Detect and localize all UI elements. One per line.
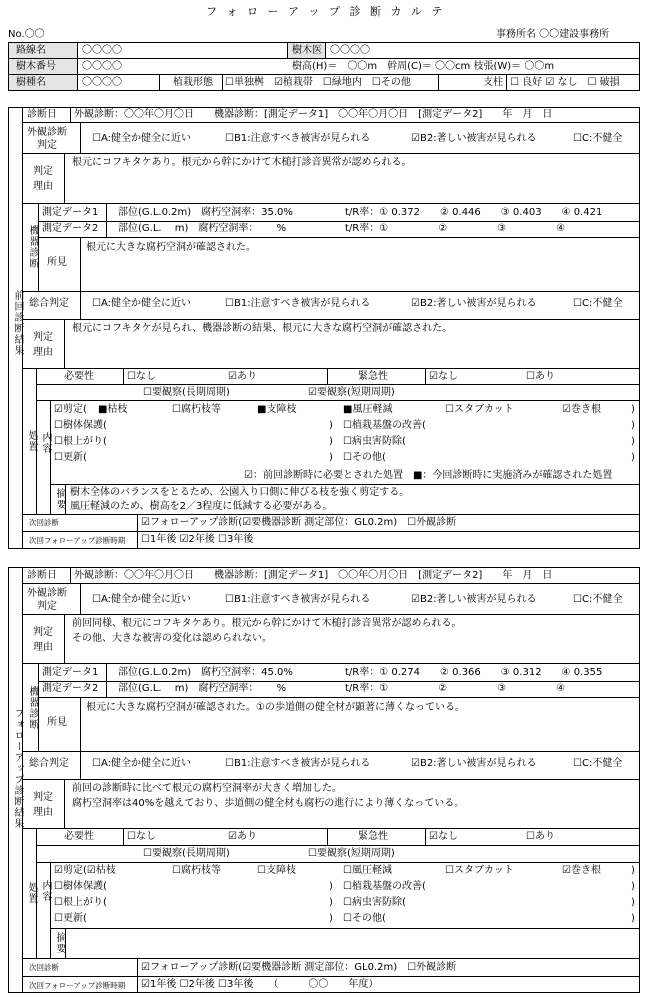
- fu-necessity-yes[interactable]: ☑あり: [228, 831, 257, 842]
- fu-t-renew[interactable]: ☐更新(: [54, 913, 87, 924]
- paren-close: ): [631, 436, 635, 447]
- followup-dates: 外観診断：〇〇年〇月〇日 機器診断：[測定データ1] 〇〇年〇月〇日 [測定データ2] 年 月 日: [74, 570, 553, 581]
- prev-t-pest[interactable]: ☐病虫害防除(: [343, 436, 406, 447]
- overall-reason-label-2: 理由: [33, 347, 53, 358]
- treatment-legend: ☑：前回診断時に必要とされた処置 ■：今回診断時に実施済みが確認された処置: [244, 470, 613, 481]
- planting-options[interactable]: ☐単独桝 ☑植栽帯 ☐緑地内 ☐その他: [225, 77, 411, 88]
- prev-visual-reason: 根元にコフキタケあり。根元から幹にかけて木槌打診音異常が認められる。: [72, 157, 412, 168]
- next-time-label: 次回フォローアップ診断時期: [29, 536, 126, 545]
- summary-label: 摘要: [54, 488, 65, 510]
- prev-necessity-yes[interactable]: ☑あり: [228, 371, 257, 382]
- fu-necessity-none[interactable]: ☐なし: [127, 831, 156, 842]
- findings-label: 所見: [47, 257, 67, 268]
- page-title: フ ォ ロ ー ア ッ プ 診 断 カ ル テ: [206, 5, 446, 18]
- prev-observe-long[interactable]: ☐要観察(長期周期): [143, 387, 230, 398]
- fu-t-protect[interactable]: ☐樹体保護(: [54, 881, 107, 892]
- fu-overall-grade-a[interactable]: ☐A:健全か健全に近い: [92, 758, 191, 769]
- fu-m1-tr: t/R率：① 0.274 ② 0.366 ③ 0.312 ④ 0.355: [345, 667, 603, 678]
- fu-t-other[interactable]: ☐その他(: [343, 913, 386, 924]
- fu-m2-tr: t/R率：① ② ③ ④: [345, 683, 566, 694]
- next-time-label-2: 次回フォローアップ診断時期: [29, 981, 126, 990]
- treatment-label-2: 処置: [26, 882, 37, 904]
- prev-t-hazard[interactable]: ☐腐朽枝等: [172, 404, 221, 415]
- paren-close: ): [329, 420, 333, 431]
- m2-label: 測定データ2: [42, 223, 99, 234]
- visual-judgement-label: 判定: [37, 140, 57, 151]
- urgency-label: 緊急性: [358, 371, 388, 382]
- m1-label-2: 測定データ1: [42, 667, 99, 678]
- treatment-label: 処置: [26, 430, 37, 452]
- prev-necessity-none[interactable]: ☐なし: [127, 371, 156, 382]
- fu-overall-reason-1: 前回の診断時に比べて根元の腐朽空洞率が大きく増加した。: [72, 783, 342, 794]
- overall-reason-label-1: 判定: [33, 332, 53, 343]
- prev-m1-tr: t/R率：① 0.372 ② 0.446 ③ 0.403 ④ 0.421: [345, 207, 603, 218]
- fu-next-time[interactable]: ☑1年後 ☐2年後 ☐3年後 （ 〇〇 年度）: [141, 979, 379, 990]
- paren-close: ): [631, 865, 635, 876]
- necessity-label: 必要性: [64, 371, 94, 382]
- summary-label-2: 摘要: [54, 932, 65, 954]
- paren-close: ): [631, 913, 635, 924]
- prev-overall-grade-c[interactable]: ☐C:不健全: [573, 298, 623, 309]
- fu-t-girdling[interactable]: ☑巻き根: [562, 865, 601, 876]
- support-options[interactable]: ☐ 良好 ☑ なし ☐ 破損: [510, 77, 620, 88]
- fu-observe-short[interactable]: ☐要観察(短期周期): [308, 848, 395, 859]
- paren-close: ): [329, 913, 333, 924]
- prev-next-diagnosis[interactable]: ☑フォローアップ診断(☑要機器診断 測定部位：GL0.2m) ☐外観診断: [141, 517, 457, 528]
- overall-label: 総合判定: [29, 298, 69, 309]
- prev-summary-2: 風圧軽減のため、樹高を2／3程度に低減する必要がある。: [70, 501, 333, 512]
- fu-t-pest[interactable]: ☐病虫害防除(: [343, 897, 406, 908]
- prev-t-rootrise[interactable]: ☐根上がり(: [54, 436, 107, 447]
- fu-urgency-yes[interactable]: ☐あり: [526, 831, 555, 842]
- fu-visual-reason-1: 前回同様、根元にコフキタケあり。根元から幹にかけて木槌打診音異常が認められる。: [72, 618, 462, 629]
- fu-t-soil[interactable]: ☐植栽基盤の改善(: [343, 881, 426, 892]
- prev-t-stub[interactable]: ☐スタブカット: [445, 404, 514, 415]
- prev-overall-grade-a[interactable]: ☐A:健全か健全に近い: [92, 298, 191, 309]
- route-value: 〇〇〇〇: [82, 45, 122, 56]
- m1-label: 測定データ1: [42, 207, 99, 218]
- fu-next-diagnosis[interactable]: ☑フォローアップ診断(☑要機器診断 測定部位：GL0.2m) ☐外観診断: [141, 962, 457, 973]
- prev-visual-grade-b1[interactable]: ☐B1:注意すべき被害が見られる: [225, 133, 371, 144]
- overall-reason-label-3: 判定: [33, 792, 53, 803]
- next-diagnosis-label-2: 次回診断: [29, 963, 59, 972]
- fu-visual-grade-c[interactable]: ☐C:不健全: [573, 594, 623, 605]
- visual-label-2: 外観診断: [27, 588, 67, 599]
- overall-reason-label-4: 理由: [33, 807, 53, 818]
- next-diagnosis-label: 次回診断: [29, 518, 59, 527]
- followup-result-section: [8, 567, 640, 993]
- fu-t-hazard[interactable]: ☐腐朽枝等: [172, 865, 221, 876]
- fu-overall-grade-c[interactable]: ☐C:不健全: [573, 758, 623, 769]
- tree-dimensions: 樹高(H)＝ 〇〇m 幹周(C)＝ 〇〇cm 枝張(W)＝ 〇〇m: [292, 61, 555, 72]
- prev-overall-reason: 根元にコフキタケが見られ、機器診断の結果、根元に大きな腐朽空洞が確認された。: [72, 323, 453, 334]
- instrument-diagnosis-label-2: 機器診断: [27, 686, 38, 730]
- findings-label-2: 所見: [47, 717, 67, 728]
- prev-overall-grade-b1[interactable]: ☐B1:注意すべき被害が見られる: [225, 298, 371, 309]
- fu-visual-grade-a[interactable]: ☐A:健全か健全に近い: [92, 594, 191, 605]
- reason-label-3: 判定: [33, 627, 53, 638]
- necessity-label-2: 必要性: [64, 831, 94, 842]
- paren-close: ): [329, 897, 333, 908]
- previous-section-label: 前回診断結果: [12, 290, 23, 356]
- prev-m2-values: 部位(G.L. m) 腐朽空洞率： %: [118, 223, 287, 234]
- doctor-label: 樹木医: [292, 45, 322, 56]
- fu-m2-values: 部位(G.L. m) 腐朽空洞率： %: [118, 683, 287, 694]
- prev-overall-grade-b2[interactable]: ☑B2:著しい被害が見られる: [411, 298, 537, 309]
- prev-summary-1: 樹木全体のバランスをとるため、公園入り口側に伸びる枝を強く剪定する。: [70, 487, 410, 498]
- visual-judgement-label-2: 判定: [37, 601, 57, 612]
- visual-label: 外観診断: [27, 127, 67, 138]
- diagnosis-date-label-2: 診断日: [27, 570, 57, 581]
- fu-visual-grade-b1[interactable]: ☐B1:注意すべき被害が見られる: [225, 594, 371, 605]
- fu-findings: 根元に大きな腐朽空洞が確認された。①の歩道側の健全材が顕著に薄くなっている。: [86, 702, 465, 713]
- doctor-value: 〇〇〇〇: [330, 45, 370, 56]
- followup-section-label: フォローアップ診断結果: [12, 708, 23, 829]
- prev-t-dead[interactable]: ■枯枝: [98, 404, 128, 415]
- planting-label: 植栽形態: [173, 77, 213, 88]
- prev-t-soil[interactable]: ☐植栽基盤の改善(: [343, 420, 426, 431]
- urgency-label-2: 緊急性: [358, 831, 388, 842]
- instrument-diagnosis-label: 機器診断: [27, 225, 38, 269]
- fu-observe-long[interactable]: ☐要観察(長期周期): [143, 848, 230, 859]
- paren-close: ): [329, 452, 333, 463]
- reason-label-1: 判定: [33, 166, 53, 177]
- route-label: 路線名: [16, 45, 46, 56]
- species-label: 樹種名: [16, 77, 46, 88]
- paren-close: ): [631, 897, 635, 908]
- fu-visual-reason-2: その他、大きな被害の変化は認められない。: [72, 633, 272, 644]
- prev-visual-grade-b2[interactable]: ☑B2:著しい被害が見られる: [411, 133, 537, 144]
- prev-m1-values: 部位(G.L.0.2m) 腐朽空洞率：35.0%: [118, 207, 293, 218]
- tree-number-label: 樹木番号: [16, 61, 56, 72]
- prev-t-girdling[interactable]: ☑巻き根: [562, 404, 601, 415]
- fu-m1-values: 部位(G.L.0.2m) 腐朽空洞率：45.0%: [118, 667, 293, 678]
- prev-visual-grade-a[interactable]: ☐A:健全か健全に近い: [92, 133, 191, 144]
- reason-label-4: 理由: [33, 642, 53, 653]
- fu-t-stub[interactable]: ☐スタブカット: [445, 865, 514, 876]
- prev-next-time[interactable]: ☐1年後 ☑2年後 ☐3年後: [141, 534, 254, 545]
- card-number: No.〇〇: [8, 29, 45, 40]
- prev-visual-grade-c[interactable]: ☐C:不健全: [573, 133, 623, 144]
- fu-overall-reason-2: 腐朽空洞率は40%を越えており、歩道側の健全材も腐朽の進行により薄くなっている。: [72, 798, 465, 809]
- fu-overall-grade-b1[interactable]: ☐B1:注意すべき被害が見られる: [225, 758, 371, 769]
- previous-dates: 外観診断：〇〇年〇月〇日 機器診断：[測定データ1] 〇〇年〇月〇日 [測定データ2] 年 月 日: [74, 109, 553, 120]
- tree-number-value: 〇〇〇〇: [82, 61, 122, 72]
- paren-close: ): [329, 436, 333, 447]
- paren-close: ): [631, 881, 635, 892]
- prev-urgency-none[interactable]: ☑なし: [429, 371, 458, 382]
- prev-t-prune[interactable]: ☑剪定(: [54, 404, 87, 415]
- fu-visual-grade-b2[interactable]: ☑B2:著しい被害が見られる: [411, 594, 537, 605]
- fu-t-wind[interactable]: ☐風圧軽減: [343, 865, 392, 876]
- prev-observe-short[interactable]: ☑要観察(短期周期): [308, 387, 395, 398]
- paren-close: ): [631, 420, 635, 431]
- prev-t-blocking[interactable]: ■支障枝: [257, 404, 297, 415]
- prev-m2-tr: t/R率：① ② ③ ④: [345, 223, 566, 234]
- species-value: 〇〇〇〇: [82, 77, 122, 88]
- fu-t-prune[interactable]: ☑剪定(☑枯枝: [54, 865, 116, 876]
- m2-label-2: 測定データ2: [42, 683, 99, 694]
- reason-label-2: 理由: [33, 181, 53, 192]
- paren-close: ): [329, 881, 333, 892]
- fu-urgency-none[interactable]: ☑なし: [429, 831, 458, 842]
- paren-close: ): [631, 404, 635, 415]
- support-label: 支柱: [483, 77, 503, 88]
- treatment-content-label: 内容: [40, 432, 51, 454]
- prev-findings: 根元に大きな腐朽空洞が確認された。: [86, 242, 256, 253]
- fu-t-rootrise[interactable]: ☐根上がり(: [54, 897, 107, 908]
- fu-overall-grade-b2[interactable]: ☑B2:著しい被害が見られる: [411, 758, 537, 769]
- prev-urgency-yes[interactable]: ☐あり: [526, 371, 555, 382]
- prev-t-wind[interactable]: ■風圧軽減: [343, 404, 393, 415]
- diagnosis-date-label: 診断日: [27, 109, 57, 120]
- prev-t-renew[interactable]: ☐更新(: [54, 452, 87, 463]
- paren-close: ): [631, 452, 635, 463]
- prev-t-protect[interactable]: ☐樹体保護(: [54, 420, 107, 431]
- office-name: 事務所名 〇〇建設事務所: [496, 29, 610, 40]
- fu-t-blocking[interactable]: ☐支障枝: [257, 865, 296, 876]
- overall-label-2: 総合判定: [29, 758, 69, 769]
- treatment-content-label-2: 内容: [40, 880, 51, 902]
- prev-t-other[interactable]: ☐その他(: [343, 452, 386, 463]
